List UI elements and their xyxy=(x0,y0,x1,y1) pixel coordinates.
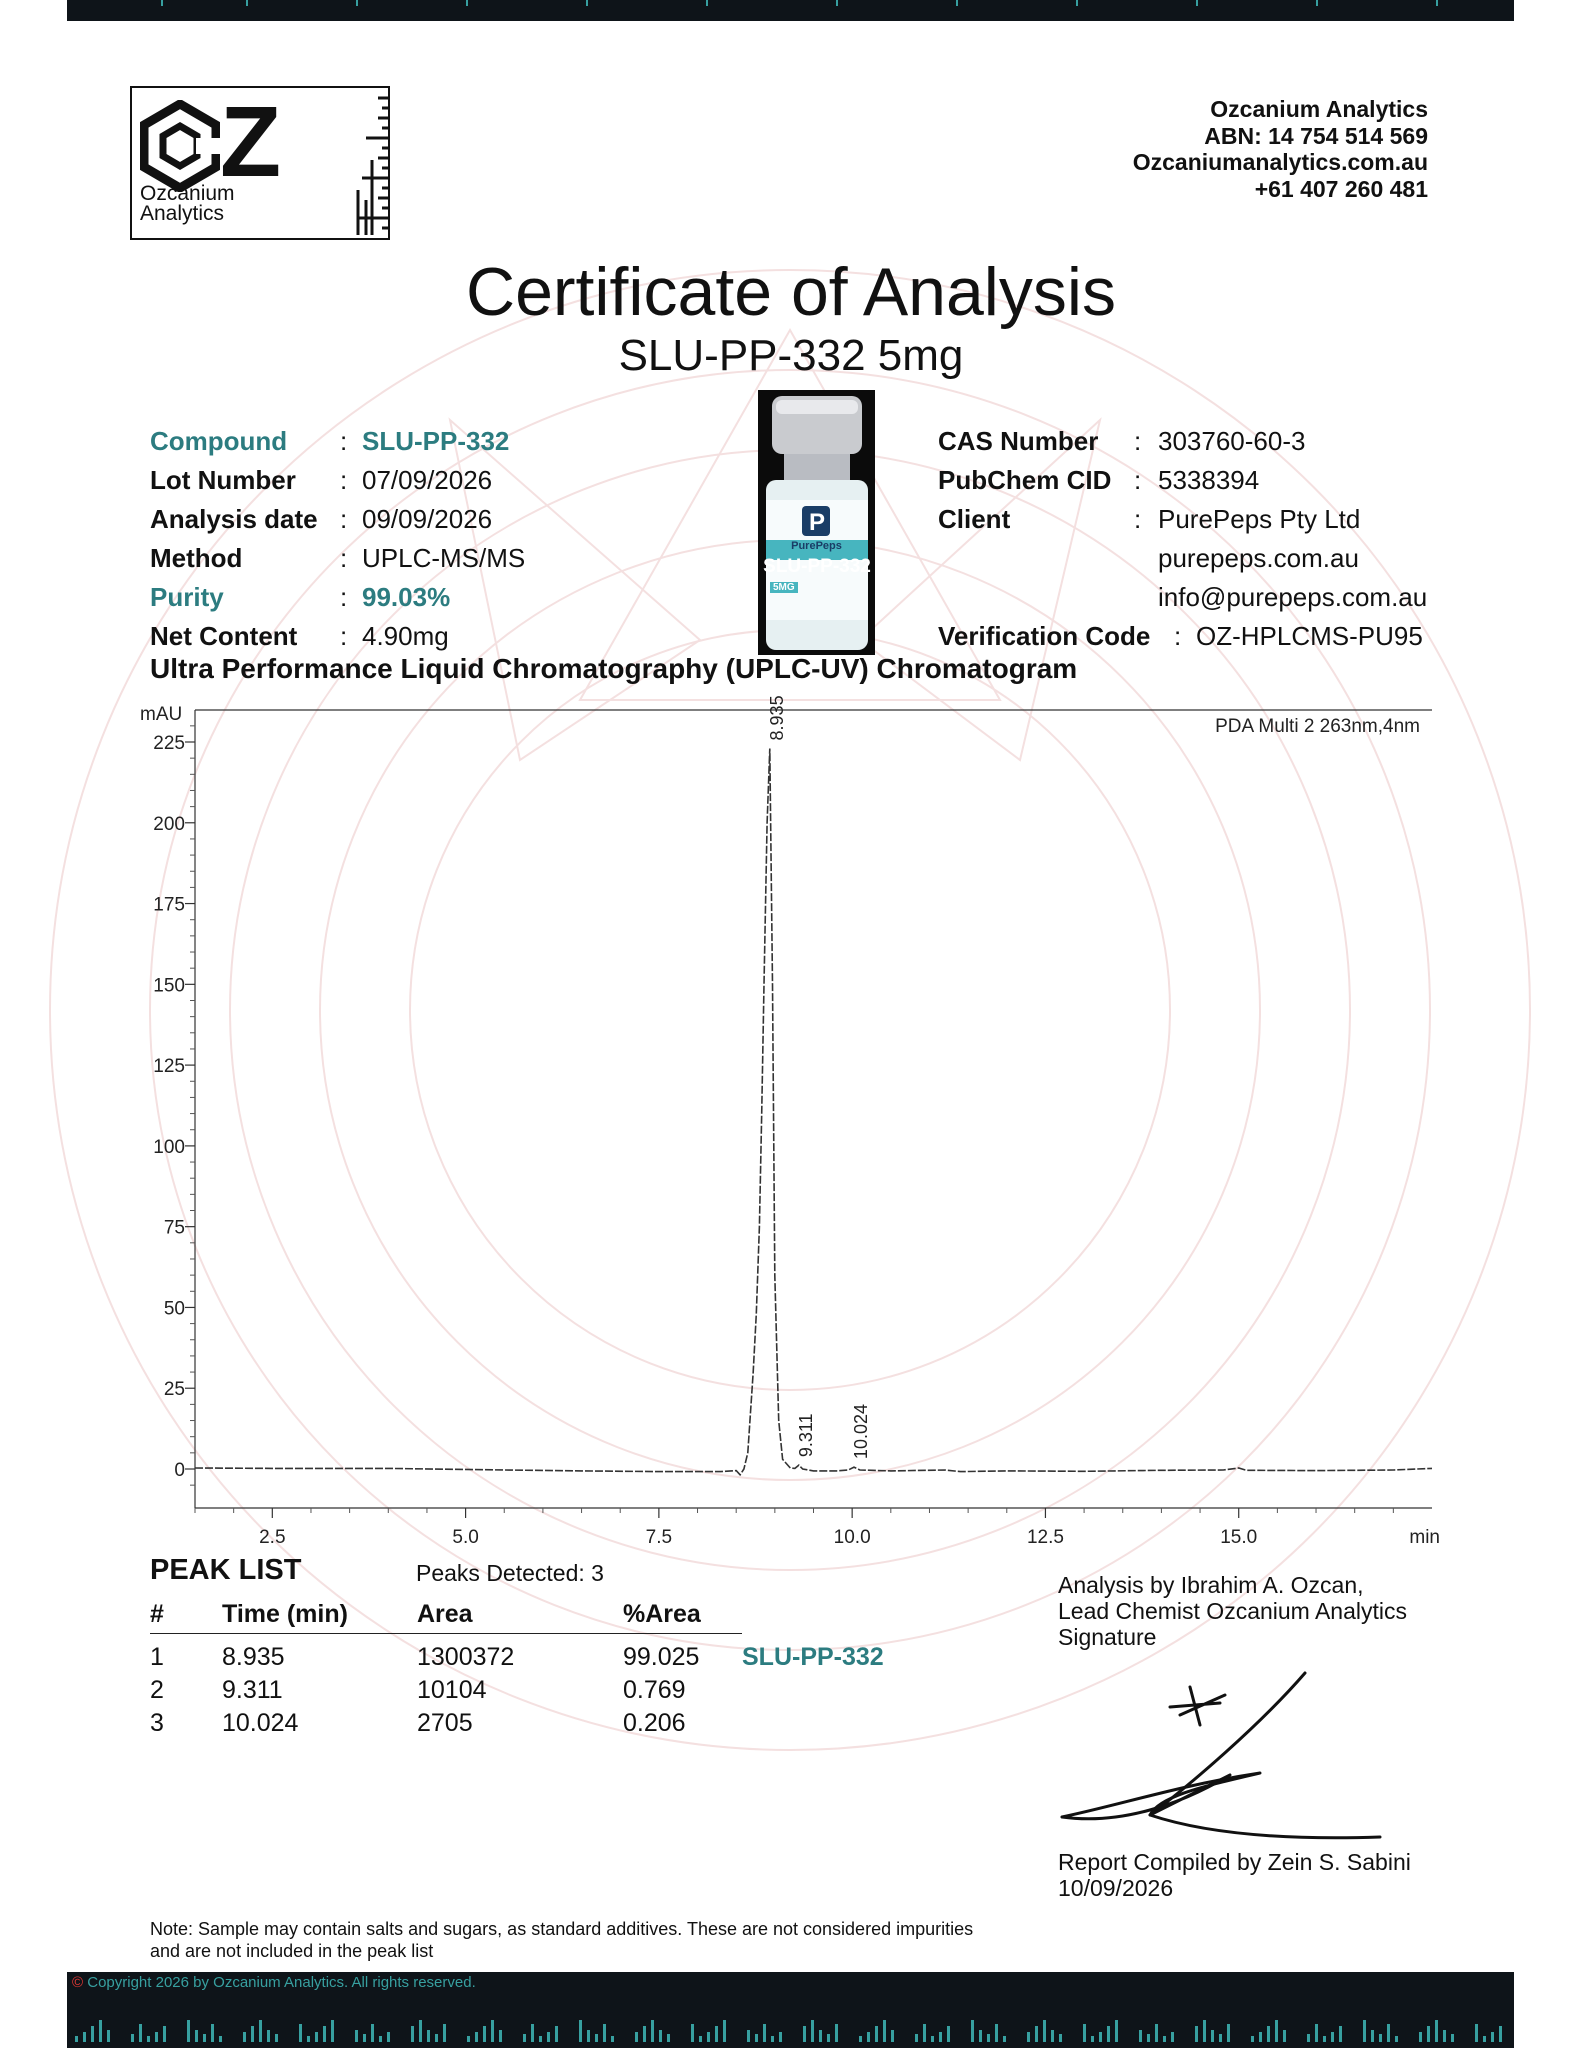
x-tick-label: 5.0 xyxy=(452,1527,479,1548)
table-cell: 9.311 xyxy=(222,1676,283,1704)
vial-dose: 5MG xyxy=(770,582,798,593)
y-tick-label: 225 xyxy=(153,733,185,754)
info-label: Net Content xyxy=(150,621,298,651)
table-header-rule xyxy=(150,1633,742,1634)
x-tick-label: 2.5 xyxy=(259,1527,286,1548)
y-tick-label: 25 xyxy=(163,1379,185,1401)
table-cell: 10.024 xyxy=(222,1709,299,1737)
separator-colon: : xyxy=(340,426,348,456)
document-subtitle: SLU-PP-332 5mg xyxy=(618,331,964,380)
vial-product: SLU-PP-332 xyxy=(763,556,871,577)
handwritten-signature xyxy=(1060,1665,1390,1845)
table-cell: 99.025 xyxy=(623,1643,700,1671)
header-cell: Time (min) xyxy=(222,1600,348,1628)
company-website: Ozcaniumanalytics.com.au xyxy=(1132,149,1428,175)
y-tick-label: 100 xyxy=(153,1136,185,1158)
company-phone: +61 407 260 481 xyxy=(1254,175,1428,202)
svg-text:P: P xyxy=(808,509,826,536)
logo-name-line-2: Analytics xyxy=(140,202,225,225)
document-title: Certificate of Analysis xyxy=(465,254,1117,330)
peaks-detected: Peaks Detected: 3 xyxy=(416,1560,604,1586)
info-value: 5338394 xyxy=(1158,465,1260,495)
info-label: Verification Code xyxy=(938,621,1151,651)
logo-letter-z: Z xyxy=(220,86,282,198)
header-cell: # xyxy=(150,1600,164,1628)
table-cell: 0.206 xyxy=(623,1709,686,1737)
table-cell: 8.935 xyxy=(222,1643,285,1671)
y-tick-label: 75 xyxy=(163,1217,185,1239)
header-cell: Area xyxy=(417,1600,473,1628)
y-tick-label: 0 xyxy=(174,1460,185,1481)
company-name: Ozcanium Analytics xyxy=(1210,96,1428,122)
separator-colon: : xyxy=(1174,621,1182,651)
separator-colon: : xyxy=(1134,465,1142,495)
y-tick-label: 150 xyxy=(153,975,185,997)
peak-list-title: PEAK LIST xyxy=(150,1554,302,1586)
info-label: Compound xyxy=(150,426,288,456)
y-tick-label: 200 xyxy=(153,813,185,835)
y-tick-label: 50 xyxy=(163,1298,185,1320)
info-value: 4.90mg xyxy=(362,621,449,651)
report-compiled-by: Report Compiled by Zein S. Sabini xyxy=(1058,1849,1411,1875)
info-label: Client xyxy=(938,504,1011,534)
footnote: Note: Sample may contain salts and sugars, as standard additives. These are not considered impurities and are not included in the peak list xyxy=(150,1919,974,1961)
info-value: 09/09/2026 xyxy=(362,504,493,534)
info-label: Lot Number xyxy=(150,465,296,495)
logo-name-line-1: Ozcanium xyxy=(140,182,235,205)
info-value: info@purepeps.com.au xyxy=(1158,582,1428,612)
info-label: Analysis date xyxy=(150,504,318,534)
table-cell: 3 xyxy=(150,1709,164,1737)
x-tick-label: 10.0 xyxy=(833,1527,871,1548)
table-cell: 0.769 xyxy=(623,1676,686,1704)
company-abn: ABN: 14 754 514 569 xyxy=(1204,122,1428,149)
peak-label: 8.935 xyxy=(766,695,787,741)
table-cell: 2705 xyxy=(417,1709,473,1737)
y-tick-label: 125 xyxy=(153,1056,185,1078)
peak-label: 9.311 xyxy=(795,1413,816,1458)
report-date: 10/09/2026 xyxy=(1058,1875,1174,1901)
separator-colon: : xyxy=(1134,504,1142,534)
separator-colon: : xyxy=(340,582,348,612)
signature-label: Signature xyxy=(1058,1624,1157,1650)
x-tick-label: 15.0 xyxy=(1220,1527,1258,1548)
info-value: PurePeps Pty Ltd xyxy=(1158,504,1361,534)
table-cell: 1 xyxy=(150,1643,164,1671)
info-value: purepeps.com.au xyxy=(1158,543,1359,573)
separator-colon: : xyxy=(1134,426,1142,456)
separator-colon: : xyxy=(340,504,348,534)
detector-label: PDA Multi 2 263nm,4nm xyxy=(1215,716,1420,737)
analyst-line-1: Analysis by Ibrahim A. Ozcan, xyxy=(1058,1572,1364,1598)
table-cell: 1300372 xyxy=(417,1643,515,1671)
info-value: SLU-PP-332 xyxy=(362,426,510,456)
table-cell: 2 xyxy=(150,1676,164,1704)
y-axis-label: mAU xyxy=(140,704,183,725)
table-cell: SLU-PP-332 xyxy=(742,1643,884,1671)
y-tick-label: 175 xyxy=(153,894,185,916)
info-value: 07/09/2026 xyxy=(362,465,493,495)
x-tick-label: 12.5 xyxy=(1026,1527,1064,1548)
x-axis-label: min xyxy=(1409,1527,1440,1548)
chromatogram-trace xyxy=(195,749,1432,1475)
info-value: OZ-HPLCMS-PU95 xyxy=(1196,621,1423,651)
separator-colon: : xyxy=(340,621,348,651)
info-label: Purity xyxy=(150,582,224,612)
separator-colon: : xyxy=(340,543,348,573)
analyst-line-2: Lead Chemist Ozcanium Analytics xyxy=(1058,1598,1407,1624)
table-cell: 10104 xyxy=(417,1676,487,1704)
x-tick-label: 7.5 xyxy=(645,1527,673,1548)
separator-colon: : xyxy=(340,465,348,495)
info-value: 99.03% xyxy=(362,582,451,612)
info-label: Method xyxy=(150,543,243,573)
report-compiled xyxy=(1058,1849,1411,1901)
header-cell: %Area xyxy=(623,1600,701,1628)
copyright-label: Copyright 2026 by Ozcanium Analytics. All rights reserved. xyxy=(87,1974,476,1991)
peak-label: 10.024 xyxy=(851,1403,872,1460)
info-label: CAS Number xyxy=(938,426,1099,456)
info-value: UPLC-MS/MS xyxy=(362,543,526,573)
info-value: 303760-60-3 xyxy=(1158,426,1306,456)
info-label: PubChem CID xyxy=(938,465,1112,495)
vial-brand: PurePeps xyxy=(791,540,842,552)
signature-block xyxy=(1058,1572,1407,1650)
copyright-symbol: © xyxy=(72,1974,84,1991)
chart-heading: Ultra Performance Liquid Chromatography (UPLC-UV) Chromatogram xyxy=(150,653,1078,684)
